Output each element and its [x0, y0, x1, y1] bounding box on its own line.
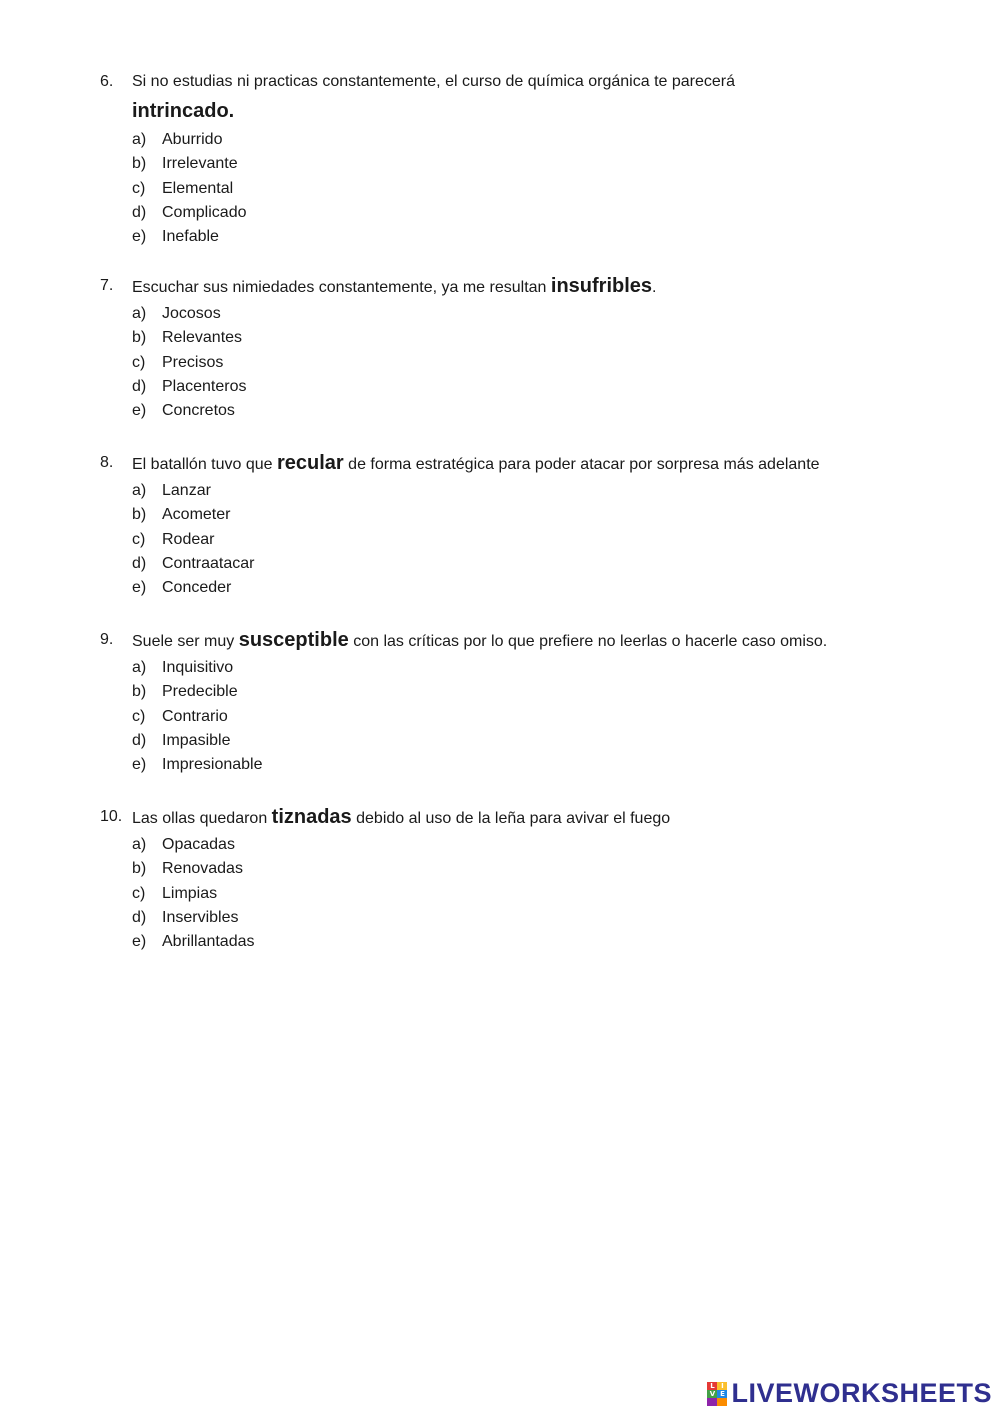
answer-option[interactable]: [132, 375, 900, 399]
option-letter: e): [132, 933, 147, 951]
question-text-after: de forma estratégica para poder atacar por sorpresa más adelante: [343, 456, 820, 473]
option-letter: b): [132, 155, 147, 173]
question-text: Si no estudias ni practicas constantemente, el curso de química orgánica te parecerá: [132, 73, 735, 90]
answer-option[interactable]: [132, 351, 900, 375]
question-text: [132, 275, 657, 297]
option-letter: a): [132, 659, 147, 676]
option-text: Impasible: [162, 731, 231, 749]
option-text: Relevantes: [162, 329, 243, 347]
answer-option[interactable]: [132, 152, 900, 176]
question-number: 6.: [100, 73, 114, 90]
answer-option[interactable]: [132, 753, 900, 777]
logo-tile: E: [717, 1390, 727, 1398]
option-text: Inservibles: [162, 908, 239, 926]
option-text: Opacadas: [162, 836, 235, 853]
question-keyword: insufribles: [550, 275, 653, 297]
option-letter: d): [132, 203, 147, 221]
question-10: [100, 805, 900, 954]
answer-option[interactable]: [132, 882, 900, 906]
question-text-after: debido al uso de la leña para avivar el fuego: [351, 810, 671, 827]
option-letter: c): [132, 353, 146, 371]
option-text: Irrelevante: [162, 155, 238, 173]
question-text-before: El batallón tuvo que: [132, 456, 277, 473]
question-keyword: intrincado: [132, 100, 229, 122]
answer-options: [100, 833, 900, 954]
answer-option[interactable]: [132, 225, 900, 249]
answer-options: [100, 479, 900, 600]
option-text: Predecible: [162, 683, 238, 701]
question-text-before: Escuchar sus nimiedades constantemente, ya me resultan: [132, 279, 551, 296]
option-letter: a): [132, 131, 147, 148]
option-text: Abrillantadas: [162, 933, 255, 951]
question-text-before: Suele ser muy: [132, 633, 239, 650]
option-letter: e): [132, 579, 147, 597]
option-text: Complicado: [162, 203, 247, 221]
option-text: Limpias: [162, 884, 218, 902]
option-text: Concretos: [162, 402, 235, 420]
logo-tile: [717, 1398, 727, 1406]
question-text-after: .: [228, 100, 235, 122]
answer-options: [100, 128, 900, 249]
option-letter: b): [132, 329, 147, 347]
option-text: Renovadas: [162, 860, 243, 878]
option-text: Contraatacar: [162, 554, 255, 572]
question-keyword: tiznadas: [271, 806, 352, 828]
answer-option[interactable]: [132, 399, 900, 423]
option-text: Acometer: [162, 506, 231, 524]
option-text: Contrario: [162, 707, 228, 725]
question-stem: [100, 274, 900, 300]
question-stem: [100, 628, 900, 654]
question-text-after: con las críticas por lo que prefiere no leerlas o hacerle caso omiso.: [348, 633, 828, 650]
answer-option[interactable]: [132, 930, 900, 954]
question-number: 7.: [100, 277, 114, 294]
answer-option[interactable]: [132, 326, 900, 350]
liveworksheets-logo: [707, 1378, 992, 1409]
answer-option[interactable]: [132, 503, 900, 527]
option-letter: b): [132, 506, 147, 524]
liveworksheets-wordmark: LIVEWORKSHEETS: [731, 1378, 992, 1408]
option-letter: d): [132, 554, 147, 572]
answer-option[interactable]: [132, 128, 900, 152]
option-letter: a): [132, 836, 147, 853]
answer-option[interactable]: [132, 729, 900, 753]
answer-option[interactable]: [132, 656, 900, 680]
option-letter: c): [132, 707, 146, 725]
option-letter: b): [132, 683, 147, 701]
option-letter: c): [132, 884, 146, 902]
question-text: [132, 452, 820, 474]
option-letter: a): [132, 305, 147, 322]
question-number: 9.: [100, 631, 114, 648]
question-keyword: recular: [277, 452, 344, 474]
option-letter: e): [132, 756, 147, 774]
answer-option[interactable]: [132, 302, 900, 326]
answer-options: [100, 302, 900, 423]
option-text: Aburrido: [162, 131, 223, 148]
option-letter: a): [132, 482, 147, 499]
question-9: [100, 628, 900, 777]
option-letter: d): [132, 731, 147, 749]
answer-option[interactable]: [132, 479, 900, 503]
answer-option[interactable]: [132, 906, 900, 930]
answer-option[interactable]: [132, 201, 900, 225]
answer-option[interactable]: [132, 857, 900, 881]
question-text-before: Las ollas quedaron: [132, 810, 272, 827]
logo-tile: [707, 1398, 717, 1406]
question-number: 8.: [100, 454, 114, 471]
option-text: Rodear: [162, 530, 215, 548]
option-text: Elemental: [162, 179, 234, 197]
question-number: 10.: [100, 808, 123, 825]
option-letter: e): [132, 402, 147, 420]
answer-option[interactable]: [132, 705, 900, 729]
liveworksheets-icon: [707, 1382, 727, 1406]
answer-option[interactable]: [132, 177, 900, 201]
answer-option[interactable]: [132, 552, 900, 576]
option-text: Impresionable: [162, 756, 263, 774]
option-letter: b): [132, 860, 147, 878]
question-8: [100, 451, 900, 600]
option-text: Jocosos: [162, 305, 221, 322]
option-text: Inquisitivo: [162, 659, 234, 676]
answer-option[interactable]: [132, 576, 900, 600]
answer-option[interactable]: [132, 680, 900, 704]
option-letter: e): [132, 228, 147, 246]
option-text: Inefable: [162, 228, 219, 246]
question-stem: [100, 805, 900, 831]
answer-option[interactable]: [132, 833, 900, 857]
option-text: Placenteros: [162, 377, 247, 395]
question-stem: [100, 451, 900, 477]
option-letter: d): [132, 377, 147, 395]
answer-option[interactable]: [132, 528, 900, 552]
option-text: Lanzar: [162, 482, 211, 499]
option-letter: c): [132, 530, 146, 548]
option-letter: c): [132, 179, 146, 197]
question-7: [100, 274, 900, 423]
question-stem: [100, 70, 900, 126]
answer-options: [100, 656, 900, 777]
logo-tile: L: [707, 1382, 717, 1390]
option-text: Conceder: [162, 579, 232, 597]
logo-tile: V: [707, 1390, 717, 1398]
logo-tile: I: [717, 1382, 727, 1390]
option-letter: d): [132, 908, 147, 926]
option-text: Precisos: [162, 353, 224, 371]
question-text: [132, 806, 671, 828]
question-text-after: .: [652, 279, 657, 296]
question-6: [100, 70, 900, 249]
question-keyword: susceptible: [238, 629, 349, 651]
question-text: [132, 629, 828, 651]
question-keyword-line: [132, 96, 900, 126]
